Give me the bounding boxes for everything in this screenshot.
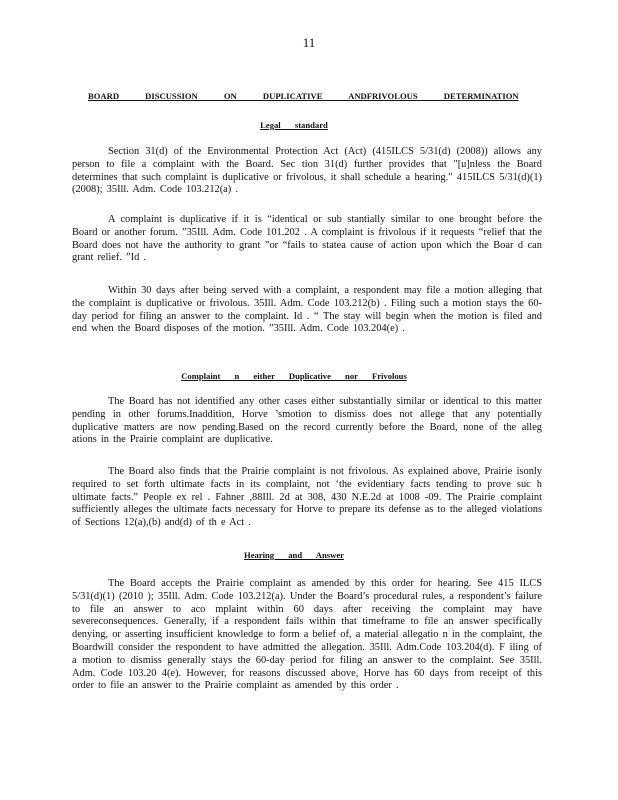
section-heading-not-duplicative: Complaint n either Duplicative nor Frivolous: [181, 371, 407, 381]
paragraph: A complaint is duplicative if it is “identical or sub stantially similar to one brought before the Board or another forum. ”35Ill. Adm. Code 101.202 . A complaint is frivolous if it requests “relief that the Board does not have the authority to grant ”or “fails to statea cause of action upon which the Boar d can grant relief. ”Id .: [72, 214, 542, 264]
paragraph: The Board also finds that the Prairie complaint is not frivolous. As explained above, Prairie isonly required to set forth ultimate facts in its complaint, not ‘the evidentiary facts tending to prove suc h ultimate facts.” People ex rel . Fahner ,88Ill. 2d at 308, 430 N.E.2d at 1008 -09. The Prairie complaint sufficiently alleges the ultimate facts necessary for Horve to prepare its defense as to the alleged violations of Sections 12(a),(b) and(d) of th e Act .: [72, 466, 542, 529]
paragraph: Within 30 days after being served with a complaint, a respondent may file a motion alleging that the complaint is duplicative or frivolous. 35Ill. Adm. Code 103.212(b) . Filing such a motion stays the 60-day period for filing an answer to the complaint. Id . “ The stay will begin when the motion is filed and end when the Board disposes of the motion. ”35Ill. Adm. Code 103.204(e) .: [72, 285, 542, 335]
section-heading-hearing-answer: Hearing and Answer: [244, 550, 344, 560]
main-heading: BOARD DISCUSSION ON DUPLICATIVE ANDFRIVOLOUS DETERMINATION: [88, 91, 519, 101]
paragraph: Section 31(d) of the Environmental Protection Act (Act) (415ILCS 5/31(d) (2008)) allows any person to file a complaint with the Board. Sec tion 31(d) further provides that "[u]nless the Board determines that such complaint is duplicative or frivolous, it shall schedule a hearing." 415ILCS 5/31(d)(1) (2008); 35Ill. Adm. Code 103.212(a) .: [72, 146, 542, 196]
paragraph: The Board has not identified any other cases either substantially similar or identical to this matter pending in other forums.Inaddition, Horve ’smotion to dismiss does not allege that any potentially duplicative matters are now pending.Based on the record currently before the Board, none of the alleg ations in the Prairie complaint are duplicative.: [72, 396, 542, 446]
page-number: 11: [302, 35, 316, 50]
paragraph: The Board accepts the Prairie complaint as amended by this order for hearing. See 415 ILCS 5/31(d)(1) (2010 ); 35Ill. Adm. Code 103.212(a). Under the Board’s procedural rules, a respondent’s failure to file an answer to aco mplaint within 60 days after receiving the complaint may have severeconsequences. Generally, if a respondent fails within that timeframe to file an answer specifically denying, or asserting insufficient knowledge to form a belief of, a material allegatio n in the complaint, the Boardwill consider the respondent to have admitted the allegation. 35Ill. Adm.Code 103.204(d). F iling of a motion to dismiss generally stays the 60-day period for filing an answer to the complaint. See 35Ill. Adm. Code 103.20 4(e). However, for reasons discussed above, Horve has 60 days from receipt of this order to file an answer to the Prairie complaint as amended by this order .: [72, 578, 542, 692]
section-heading-legal-standard: Legal standard: [260, 120, 328, 130]
